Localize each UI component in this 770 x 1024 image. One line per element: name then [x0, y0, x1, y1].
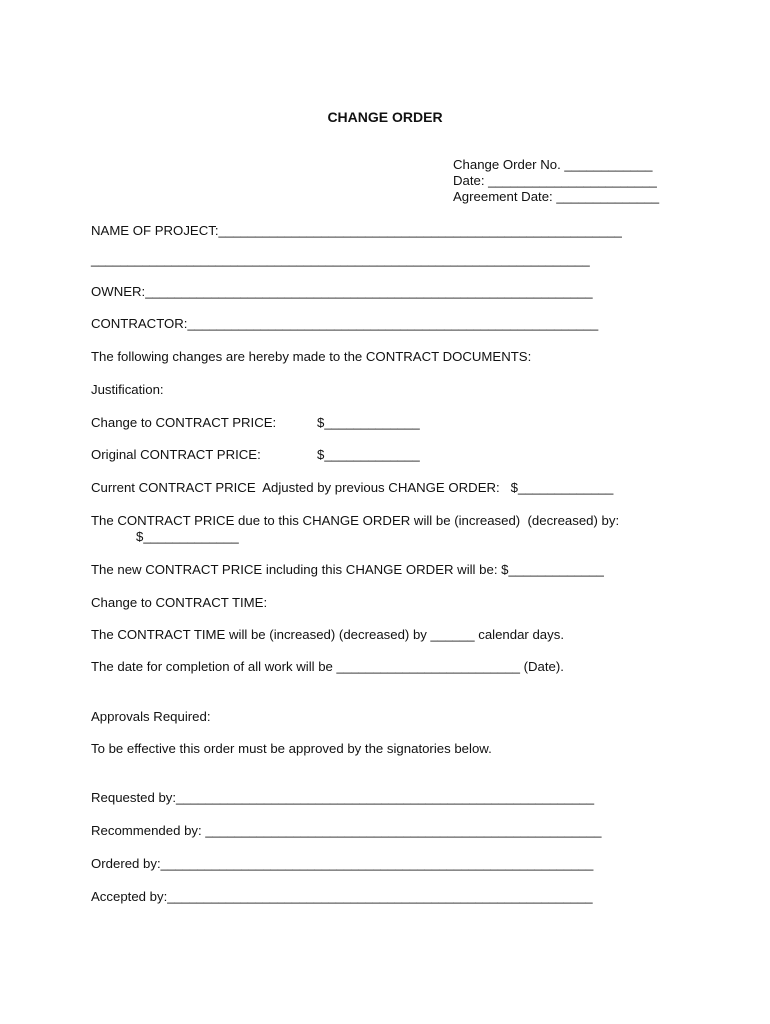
- agreement-date-field: Agreement Date: ______________: [453, 189, 660, 204]
- requested-by-signature-line: Requested by:_________________________________________________________: [91, 790, 595, 805]
- current-contract-price-field: Current CONTRACT PRICE Adjusted by previous CHANGE ORDER: $_____________: [91, 480, 614, 495]
- owner-field: OWNER:_____________________________________________________________: [91, 284, 593, 299]
- justification-label: Justification:: [91, 382, 164, 397]
- approvals-note-text: To be effective this order must be approved by the signatories below.: [91, 741, 492, 756]
- recommended-by-signature-line: Recommended by: ______________________________________________________: [91, 823, 602, 838]
- name-of-project-field: NAME OF PROJECT:_______________________________________________________: [91, 223, 622, 238]
- contract-time-text: The CONTRACT TIME will be (increased) (decreased) by ______ calendar days.: [91, 627, 564, 642]
- price-due-amount: $_____________: [136, 529, 239, 544]
- document-title-text: CHANGE ORDER: [327, 109, 443, 125]
- changes-intro-text: The following changes are hereby made to the CONTRACT DOCUMENTS:: [91, 349, 532, 364]
- document-title: [0, 108, 770, 126]
- ordered-by-signature-line: Ordered by:___________________________________________________________: [91, 856, 594, 871]
- contractor-field: CONTRACTOR:________________________________________________________: [91, 316, 599, 331]
- project-name-continuation-line: ____________________________________________________________________: [91, 252, 590, 267]
- price-due-text: The CONTRACT PRICE due to this CHANGE ORDER will be (increased) (decreased) by:: [91, 513, 620, 528]
- approvals-required-label: Approvals Required:: [91, 709, 211, 724]
- change-order-no-field: Change Order No. ____________: [453, 157, 653, 172]
- original-contract-price-label: Original CONTRACT PRICE:: [91, 447, 261, 462]
- new-contract-price-field: The new CONTRACT PRICE including this CHANGE ORDER will be: $_____________: [91, 562, 604, 577]
- change-to-contract-time-label: Change to CONTRACT TIME:: [91, 595, 268, 610]
- date-field: Date: _______________________: [453, 173, 657, 188]
- change-to-contract-price-value: $_____________: [317, 415, 420, 430]
- original-contract-price-value: $_____________: [317, 447, 420, 462]
- accepted-by-signature-line: Accepted by:__________________________________________________________: [91, 889, 593, 904]
- change-to-contract-price-label: Change to CONTRACT PRICE:: [91, 415, 277, 430]
- completion-date-text: The date for completion of all work will be _________________________ (Date).: [91, 659, 564, 674]
